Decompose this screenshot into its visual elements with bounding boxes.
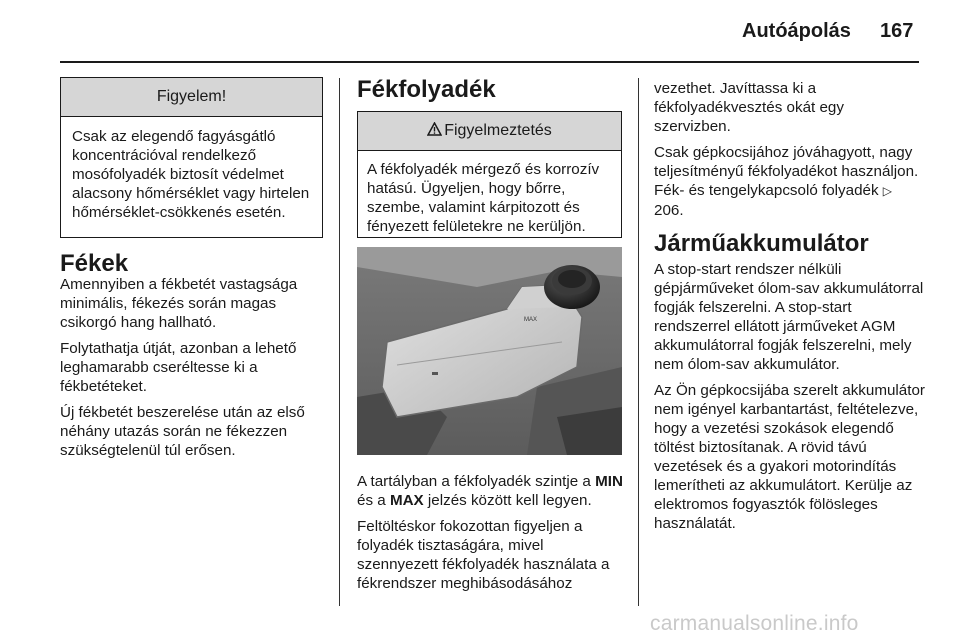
column-divider [638, 78, 639, 606]
warning-triangle-icon [427, 122, 442, 141]
max-mark: MAX [389, 492, 424, 509]
max-mark-label: MAX [524, 317, 538, 323]
min-mark: MIN [595, 473, 623, 490]
brake-fluid-reservoir-photo [357, 247, 622, 455]
paragraph: Új fékbetét beszerelése után az első néhány utazás során ne fékezzen szükségtelenül túl erősen. [60, 404, 305, 459]
page-header-title: Autóápolás [742, 20, 851, 42]
brakes-text [60, 275, 328, 467]
notice-box-body: Csak az elegendő fagyásgátló koncentrációval rendelkező mosófolyadék biztosít védelmet alacsony hőmérséklet vagy hirtelen hőmérséklet-csökkenés esetén. [72, 128, 310, 221]
paragraph: A stop-start rendszer nélküli gépjárműveket ólom-sav akkumulátorral fogják felszerelni. A stop-start rendszerrel ellátott járműveket AGM akkumulátorral fogják felszerelni, mely nem ólom-sav akkumulátor. [654, 261, 924, 373]
page-reference-icon: ▷ [882, 184, 893, 198]
section-title-battery: Járműakkumulátor [654, 230, 869, 257]
section-title-brake-fluid: Fékfolyadék [357, 76, 496, 103]
warning-box-title: Figyelmeztetés [444, 122, 552, 139]
paragraph: Amennyiben a fékbetét vastagsága minimális, fékezés során magas csikorgó hang hallható. [60, 276, 298, 331]
warning-box [357, 111, 622, 238]
page-reference[interactable]: 206. [654, 202, 684, 219]
paragraph: Folytathatja útját, azonban a lehető leghamarabb cseréltesse ki a fékbetéteket. [60, 340, 297, 395]
footer-watermark: carmanualsonline.info [650, 612, 859, 635]
paragraph: Csak gépkocsijához jóváhagyott, nagy teljesítményű fékfolyadékot használjon. Fék- és tengelykapcsoló folyadék ▷ 206. [654, 144, 919, 219]
brake-fluid-text [357, 472, 627, 600]
notice-box [60, 77, 323, 238]
section-title-brakes: Fékek [60, 250, 129, 277]
warning-box-body: A fékfolyadék mérgező és korrozív hatású. Ügyeljen, hogy bőrre, szembe, valamint kárpitozott és fényezett felületekre ne kerüljön. [367, 161, 600, 235]
paragraph: Feltöltéskor fokozottan figyeljen a folyadék tisztaságára, mivel szennyezett fékfolyadék használata a fékrendszer meghibásodásához [357, 518, 610, 592]
paragraph: A tartályban a fékfolyadék szintje a MIN és a MAX jelzés között kell legyen. [357, 473, 623, 509]
warning-box-header [358, 112, 621, 151]
brake-fluid-text-cont [654, 79, 924, 227]
paragraph: vezethet. Javíttassa ki a fékfolyadékvesztés okát egy szervizben. [654, 80, 844, 135]
notice-box-title: Figyelem! [61, 78, 322, 117]
page-number: 167 [880, 20, 914, 42]
paragraph: Az Ön gépkocsijába szerelt akkumulátor nem igényel karbantartást, feltételezve, hogy a vezetési szokások elegendő töltést biztosítanak. A rövid távú vezetések és a gyakori motorindítás lemerítheti az akkumulátort. Kerülje az elektromos fogyasztók fölösleges használatát. [654, 382, 925, 532]
header-rule [60, 61, 919, 63]
column-divider [339, 78, 340, 606]
battery-text [654, 260, 929, 540]
